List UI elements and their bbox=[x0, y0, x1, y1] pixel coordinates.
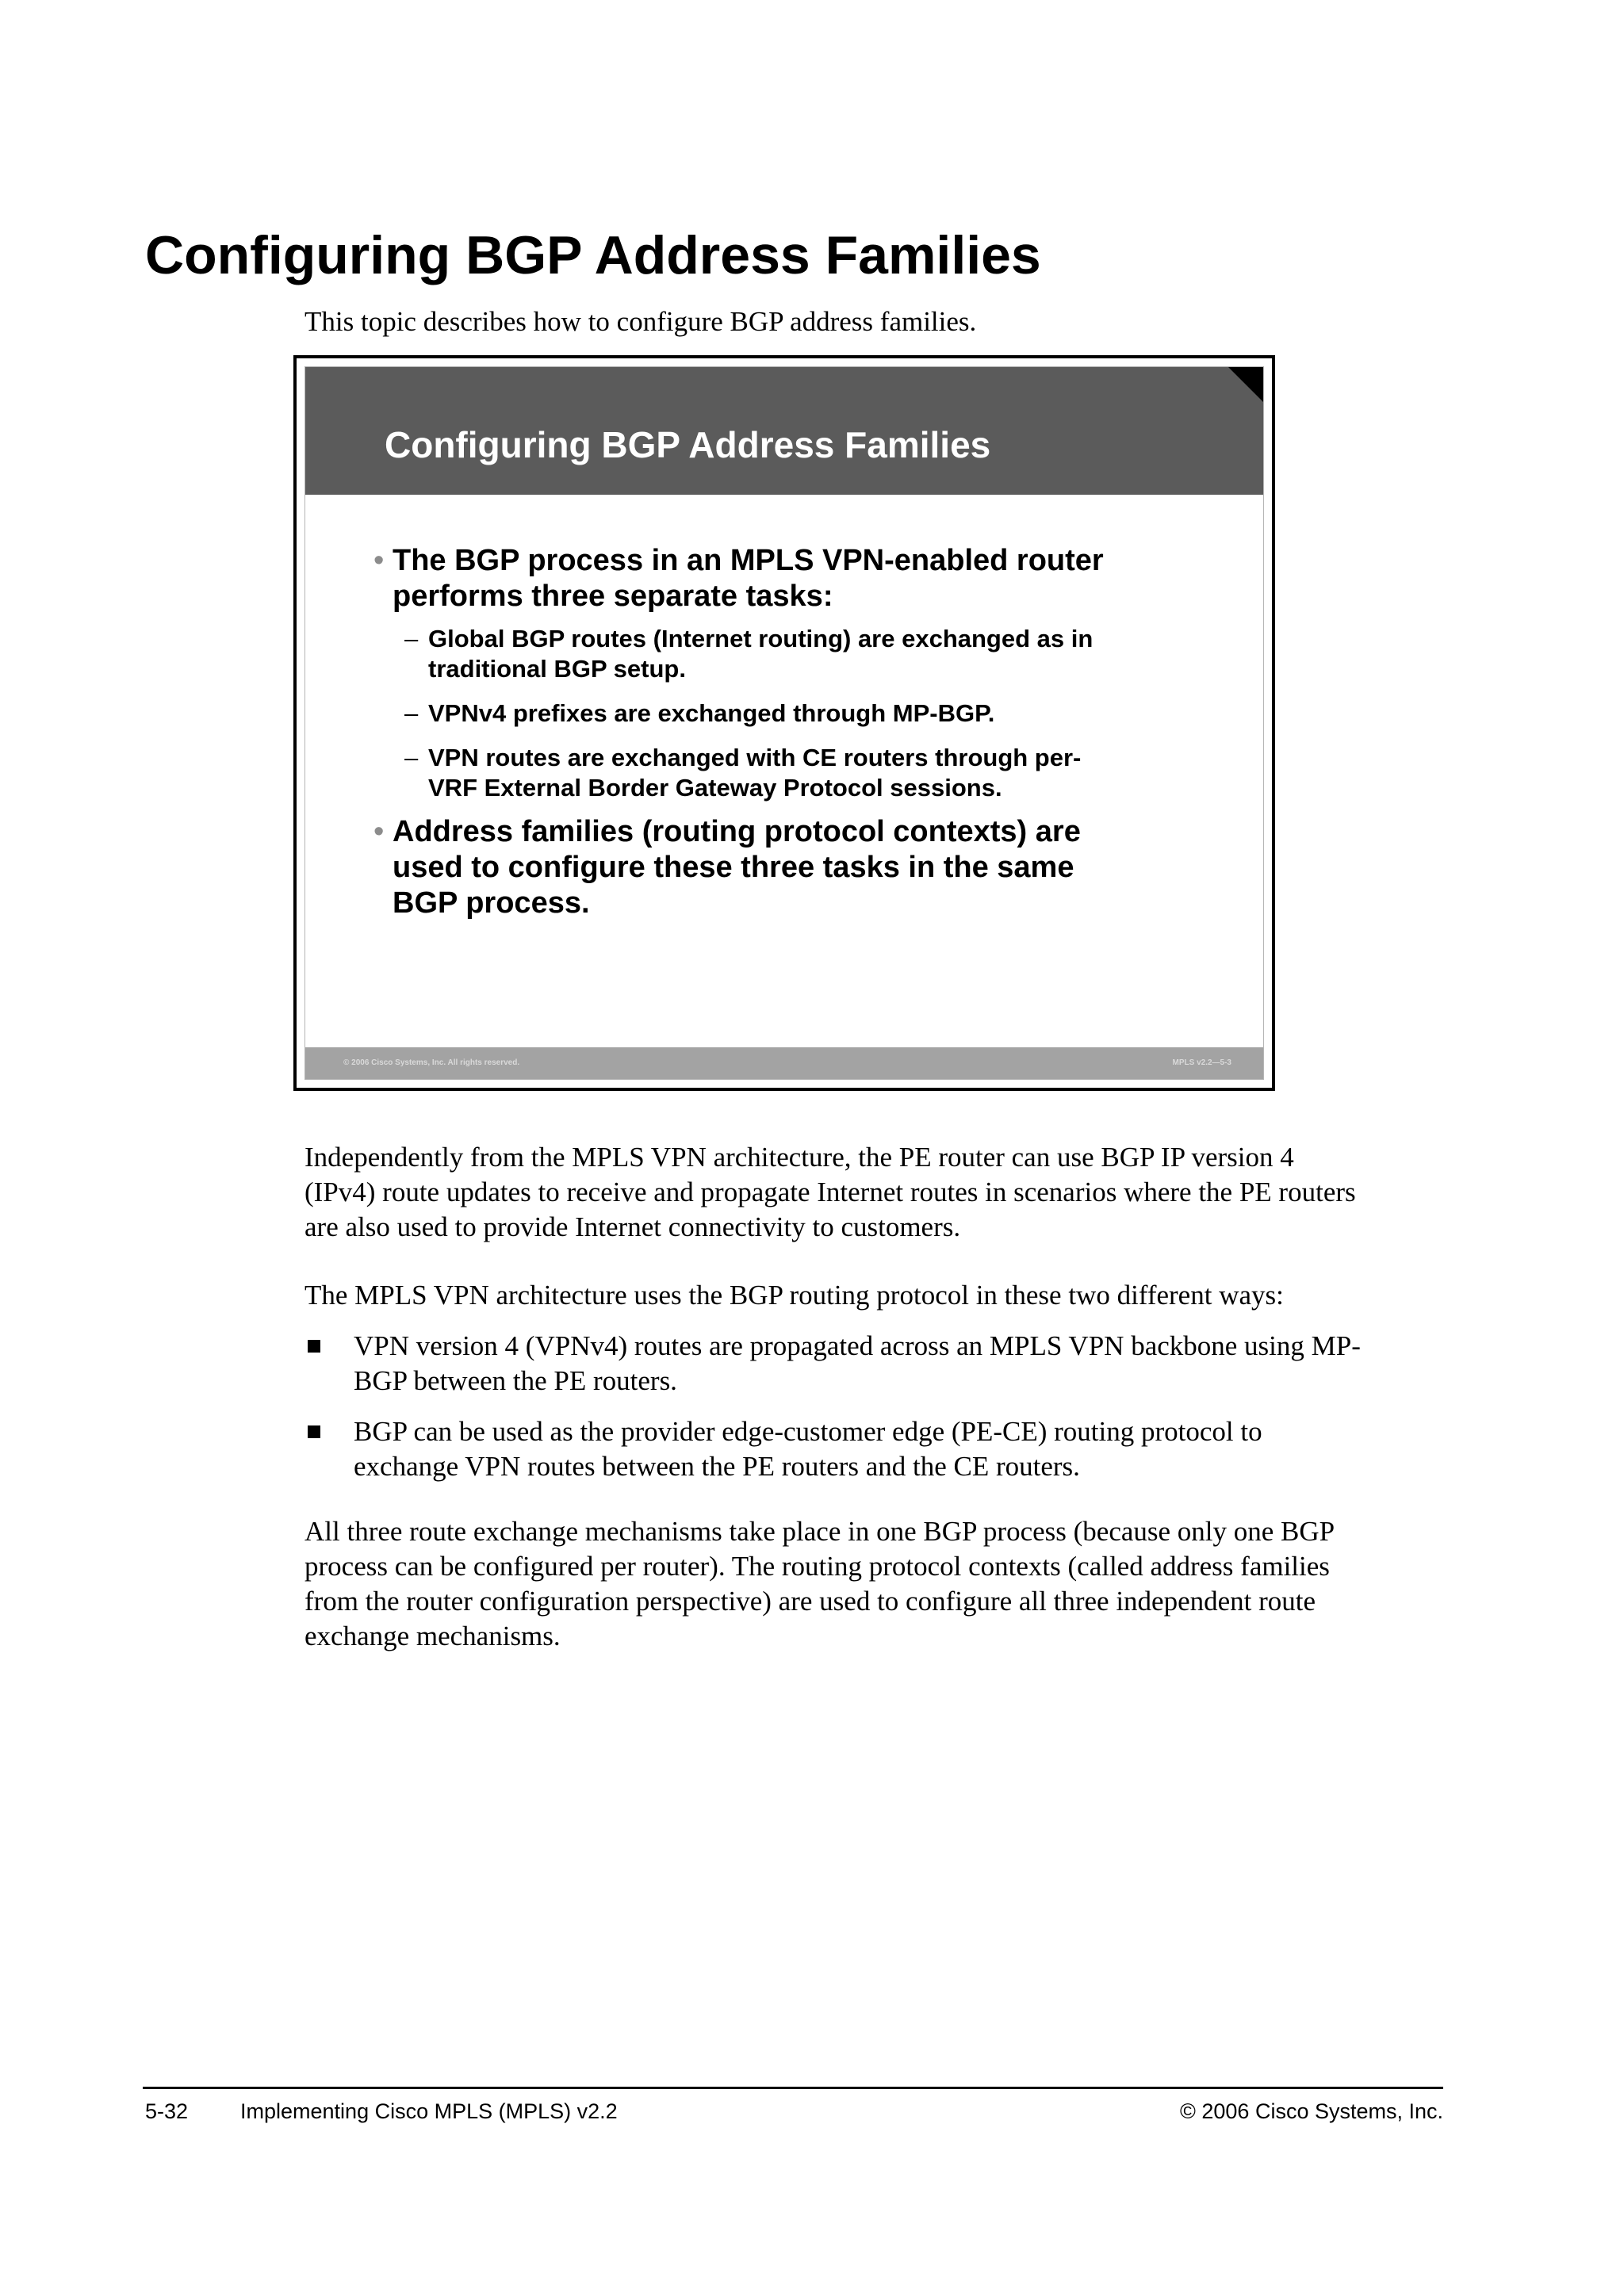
slide-subbullet-1-line-1: Global BGP routes (Internet routing) are exchanged as in bbox=[428, 625, 1094, 652]
slide-footer bbox=[305, 1047, 1264, 1079]
intro-text: This topic describes how to configure BGP address families. bbox=[304, 306, 977, 337]
body-paragraph-3-line-4: exchange mechanisms. bbox=[304, 1621, 561, 1651]
body-paragraph-1-line-1: Independently from the MPLS VPN architecture, the PE router can use BGP IP version 4 bbox=[304, 1142, 1294, 1173]
subbullet-mark: – bbox=[404, 625, 419, 652]
slide-subbullet-2-line-1: VPNv4 prefixes are exchanged through MP-BGP. bbox=[428, 699, 995, 727]
body-paragraph-3-line-3: from the router configuration perspective) are used to configure all three independent route bbox=[304, 1586, 1316, 1617]
body-paragraph-3-line-2: process can be configured per router). The routing protocol contexts (called address families bbox=[304, 1551, 1330, 1582]
slide-subbullet-3-line-1: VPN routes are exchanged with CE routers through per- bbox=[428, 744, 1082, 771]
footer-page-number: 5-32 bbox=[145, 2099, 189, 2123]
slide-bullet-1-line-2: performs three separate tasks: bbox=[393, 580, 833, 613]
footer-rule bbox=[143, 2087, 1443, 2089]
body-list-item-2-line-2: exchange VPN routes between the PE routers and the CE routers. bbox=[354, 1451, 1080, 1482]
body-paragraph-3-line-1: All three route exchange mechanisms take place in one BGP process (because only one BGP bbox=[304, 1516, 1335, 1547]
slide-footer-code: MPLS v2.2—5-3 bbox=[1172, 1058, 1231, 1067]
body-paragraph-1-line-2: (IPv4) route updates to receive and propagate Internet routes in scenarios where the PE routers bbox=[304, 1177, 1356, 1207]
slide-bullet-2-line-1: Address families (routing protocol contexts) are bbox=[393, 815, 1081, 848]
slide-bullet-2-line-3: BGP process. bbox=[393, 886, 590, 920]
slide-subbullet-2 bbox=[404, 698, 995, 729]
subbullet-mark: – bbox=[404, 744, 419, 771]
body-paragraph-1-line-3: are also used to provide Internet connectivity to customers. bbox=[304, 1211, 961, 1242]
square-bullet-icon bbox=[308, 1340, 320, 1353]
subbullet-mark: – bbox=[404, 699, 419, 727]
bullet-mark: • bbox=[373, 544, 385, 577]
body-list-item-1-line-1: VPN version 4 (VPNv4) routes are propagated across an MPLS VPN backbone using MP- bbox=[354, 1330, 1361, 1361]
body-list-item-2 bbox=[304, 1414, 1446, 1484]
slide-footer-copyright: © 2006 Cisco Systems, Inc. All rights reserved. bbox=[343, 1058, 520, 1067]
footer-book-title: Implementing Cisco MPLS (MPLS) v2.2 bbox=[240, 2099, 618, 2123]
slide-subbullet-1 bbox=[404, 624, 1094, 684]
footer-copyright: © 2006 Cisco Systems, Inc. bbox=[1179, 2099, 1443, 2123]
slide-subbullet-3-line-2: VRF External Border Gateway Protocol sessions. bbox=[428, 774, 1002, 802]
body-paragraph-3 bbox=[304, 1514, 1446, 1654]
body-paragraph-2: The MPLS VPN architecture uses the BGP routing protocol in these two different ways: bbox=[304, 1280, 1284, 1311]
bullet-mark: • bbox=[373, 815, 385, 848]
body-paragraph-1 bbox=[304, 1140, 1446, 1245]
slide-bullet-1-line-1: The BGP process in an MPLS VPN-enabled router bbox=[393, 544, 1104, 577]
body-bullet-list bbox=[304, 1329, 1446, 1484]
slide-bullet-2 bbox=[373, 814, 1081, 921]
slide-bullets bbox=[305, 367, 1264, 1033]
slide-bullet-1 bbox=[373, 543, 1104, 614]
slide bbox=[304, 366, 1264, 1080]
slide-subbullet-3 bbox=[404, 743, 1082, 803]
slide-subbullet-1-line-2: traditional BGP setup. bbox=[428, 655, 686, 683]
body-list-item-1 bbox=[304, 1329, 1446, 1399]
square-bullet-icon bbox=[308, 1425, 320, 1438]
slide-title: Configuring BGP Address Families bbox=[385, 424, 991, 465]
slide-frame bbox=[293, 355, 1275, 1091]
body-list-item-2-line-1: BGP can be used as the provider edge-customer edge (PE-CE) routing protocol to bbox=[354, 1416, 1262, 1447]
body-list-item-1-line-2: BGP between the PE routers. bbox=[354, 1365, 677, 1396]
page-title: Configuring BGP Address Families bbox=[145, 225, 1041, 285]
slide-bullet-2-line-2: used to configure these three tasks in the same bbox=[393, 851, 1074, 884]
